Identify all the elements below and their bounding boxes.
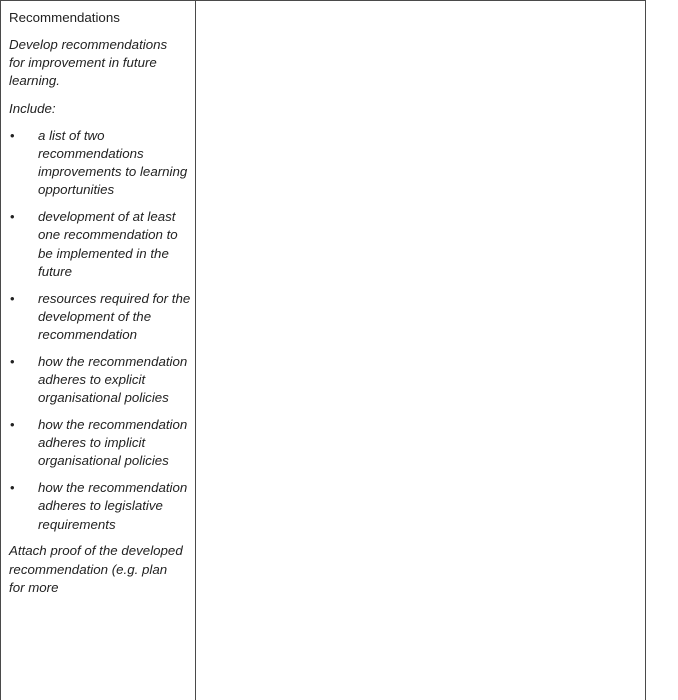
response-cell[interactable] (196, 1, 645, 700)
bullet-icon: • (10, 417, 15, 433)
list-item-text: how the recommendation adheres to explicit organisational policies (38, 353, 188, 406)
list-item (9, 479, 196, 534)
include-label: Include: (9, 100, 56, 116)
bullet-icon: • (10, 480, 15, 496)
intro-text: Develop recommendations for improvement in future learning. (9, 37, 168, 89)
bullet-icon: • (10, 209, 15, 225)
list-item (9, 290, 196, 345)
list-item (9, 353, 196, 408)
requirements-list (9, 127, 195, 534)
bullet-icon: • (10, 353, 15, 369)
list-item (9, 208, 196, 281)
list-item-text: how the recommendation adheres to implicit organisational policies (38, 417, 188, 469)
list-item (9, 127, 196, 200)
bullet-icon: • (10, 290, 15, 306)
list-item-text: development of at least one recommendation to be implemented in the future (38, 209, 178, 279)
list-item-text: a list of two recommendations improvements to learning opportunities (38, 127, 188, 198)
section-title: Recommendations (9, 10, 120, 25)
list-item-text: resources required for the development of the recommendation (38, 290, 191, 343)
list-item-text: how the recommendation adheres to legislative requirements (38, 480, 188, 532)
attach-note: Attach proof of the developed recommendation (e.g. plan for more (9, 543, 183, 595)
bullet-icon: • (10, 127, 15, 143)
criteria-cell (1, 1, 196, 700)
list-item (9, 416, 196, 471)
